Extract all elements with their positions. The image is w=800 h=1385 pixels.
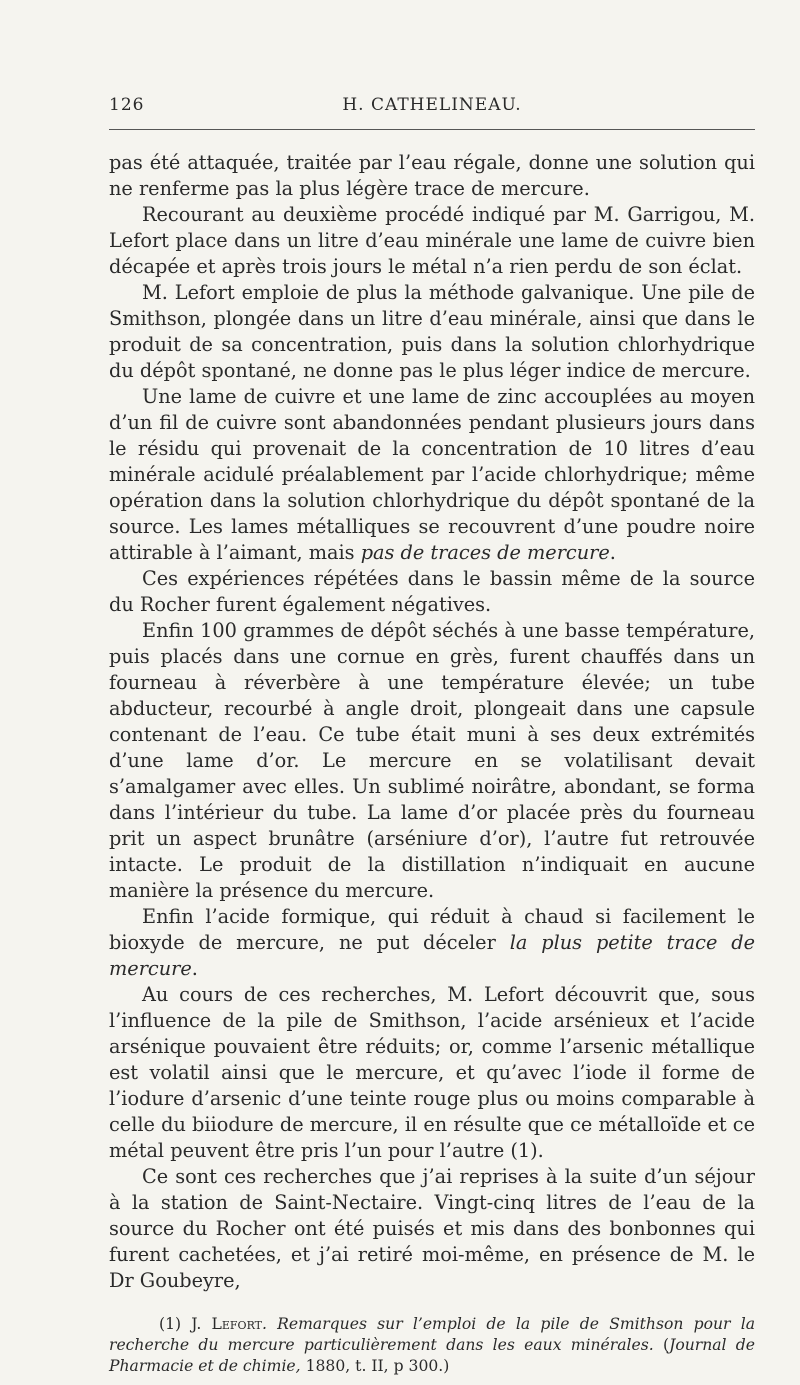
paragraph-text: Une lame de cuivre et une lame de zinc accouplées au moyen d’un fil de cuivre sont abandonnées pendant plusieurs jours dans le résidu qui provenait de la concentration de 10 litres d’eau minérale acidulé préalablement par l’acide chlorhydrique; même opération dans la solution chlorhydrique du dépôt spontané de la source. Les lames métalliques se recouvrent d’une poudre noire attirable à l’aimant, mais [109,385,755,564]
paragraph [109,202,755,280]
paragraph-text: Ces expériences répétées dans le bassin même de la source du Rocher furent également négatives. [109,567,755,616]
paragraph [109,150,755,202]
footnote-paragraph [109,1314,755,1377]
paragraph-text: pas été attaquée, traitée par l’eau régale, donne une solution qui ne renferme pas la plus légère trace de mercure. [109,151,755,200]
footnote [109,1314,755,1377]
paragraph-text: Ce sont ces recherches que j’ai reprises à la suite d’un séjour à la station de Saint-Nectaire. Vingt-cinq litres de l’eau de la source du Rocher ont été puisés et mis dans des bonbonnes qui furent cachetées, et j’ai retiré moi-même, en présence de M. le Dr Goubeyre, [109,1165,755,1292]
running-title: H. CATHELINEAU. [342,95,522,115]
footnote-title: . Remarques sur l’emploi de la pile de Smithson pour la recherche du mercure particulièrement dans les eaux minérales. [109,1315,755,1354]
page [109,95,755,1377]
page-header [109,95,755,121]
paragraph-text: . [191,957,198,980]
header-rule [109,129,755,130]
paragraph [109,1164,755,1294]
paragraph-text: Enfin l’acide formique, qui réduit à chaud si facilement le bioxyde de mercure, ne put déceler [109,905,755,954]
paragraph [109,384,755,566]
italic-text: pas de traces de mercure [360,541,610,564]
paragraph [109,566,755,618]
footnote-paren: ( [653,1336,670,1354]
paragraph-text: M. Lefort emploie de plus la méthode galvanique. Une pile de Smithson, plongée dans un litre d’eau minérale, ainsi que dans le produit de sa concentration, puis dans la solution chlorhydrique du dépôt spontané, ne donne pas le plus léger indice de mercure. [109,281,755,382]
paragraph-text: Enfin 100 grammes de dépôt séchés à une basse température, puis placés dans une cornue en grès, furent chauffés dans un fourneau à réverbère à une température élevée; un tube abducteur, recourbé à angle droit, plongeait dans une capsule contenant de l’eau. Ce tube était muni à ses deux extrémités d’une lame d’or. Le mercure en se volatilisant devait s’amalgamer avec elles. Un sublimé noirâtre, abondant, se forma dans l’intérieur du tube. La lame d’or placée près du fourneau prit un aspect brunâtre (arséniure d’or), l’autre fut retrouvée intacte. Le produit de la distillation n’indiquait en aucune manière la présence du mercure. [109,619,755,902]
paragraph [109,982,755,1164]
paragraph-text: . [609,541,616,564]
footnote-author: Lefort [211,1315,262,1333]
paragraph [109,904,755,982]
paragraph [109,280,755,384]
paragraph-text: Au cours de ces recherches, M. Lefort découvrit que, sous l’influence de la pile de Smithson, l’acide arsénieux et l’acide arsénique pouvaient être réduits; or, comme l’arsenic métallique est volatil ainsi que le mercure, et qu’avec l’iode il forme de l’iodure d’arsenic d’une teinte rouge plus ou moins comparable à celle du biiodure de mercure, il en résulte que ce métalloïde et ce métal peuvent être pris l’un pour l’autre (1). [109,983,755,1162]
footnote-marker: (1) J. [159,1315,212,1333]
italic-text: la plus petite trace de mercure [109,931,755,980]
paragraph [109,618,755,904]
footnote-journal: Journal de Pharmacie et de chimie, [109,1336,755,1375]
footnote-citation: 1880, t. II, p 300.) [300,1357,450,1375]
page-number: 126 [109,95,145,115]
body-text [109,150,755,1294]
paragraph-text: Recourant au deuxième procédé indiqué par M. Garrigou, M. Lefort place dans un litre d’eau minérale une lame de cuivre bien décapée et après trois jours le métal n’a rien perdu de son éclat. [109,203,755,278]
